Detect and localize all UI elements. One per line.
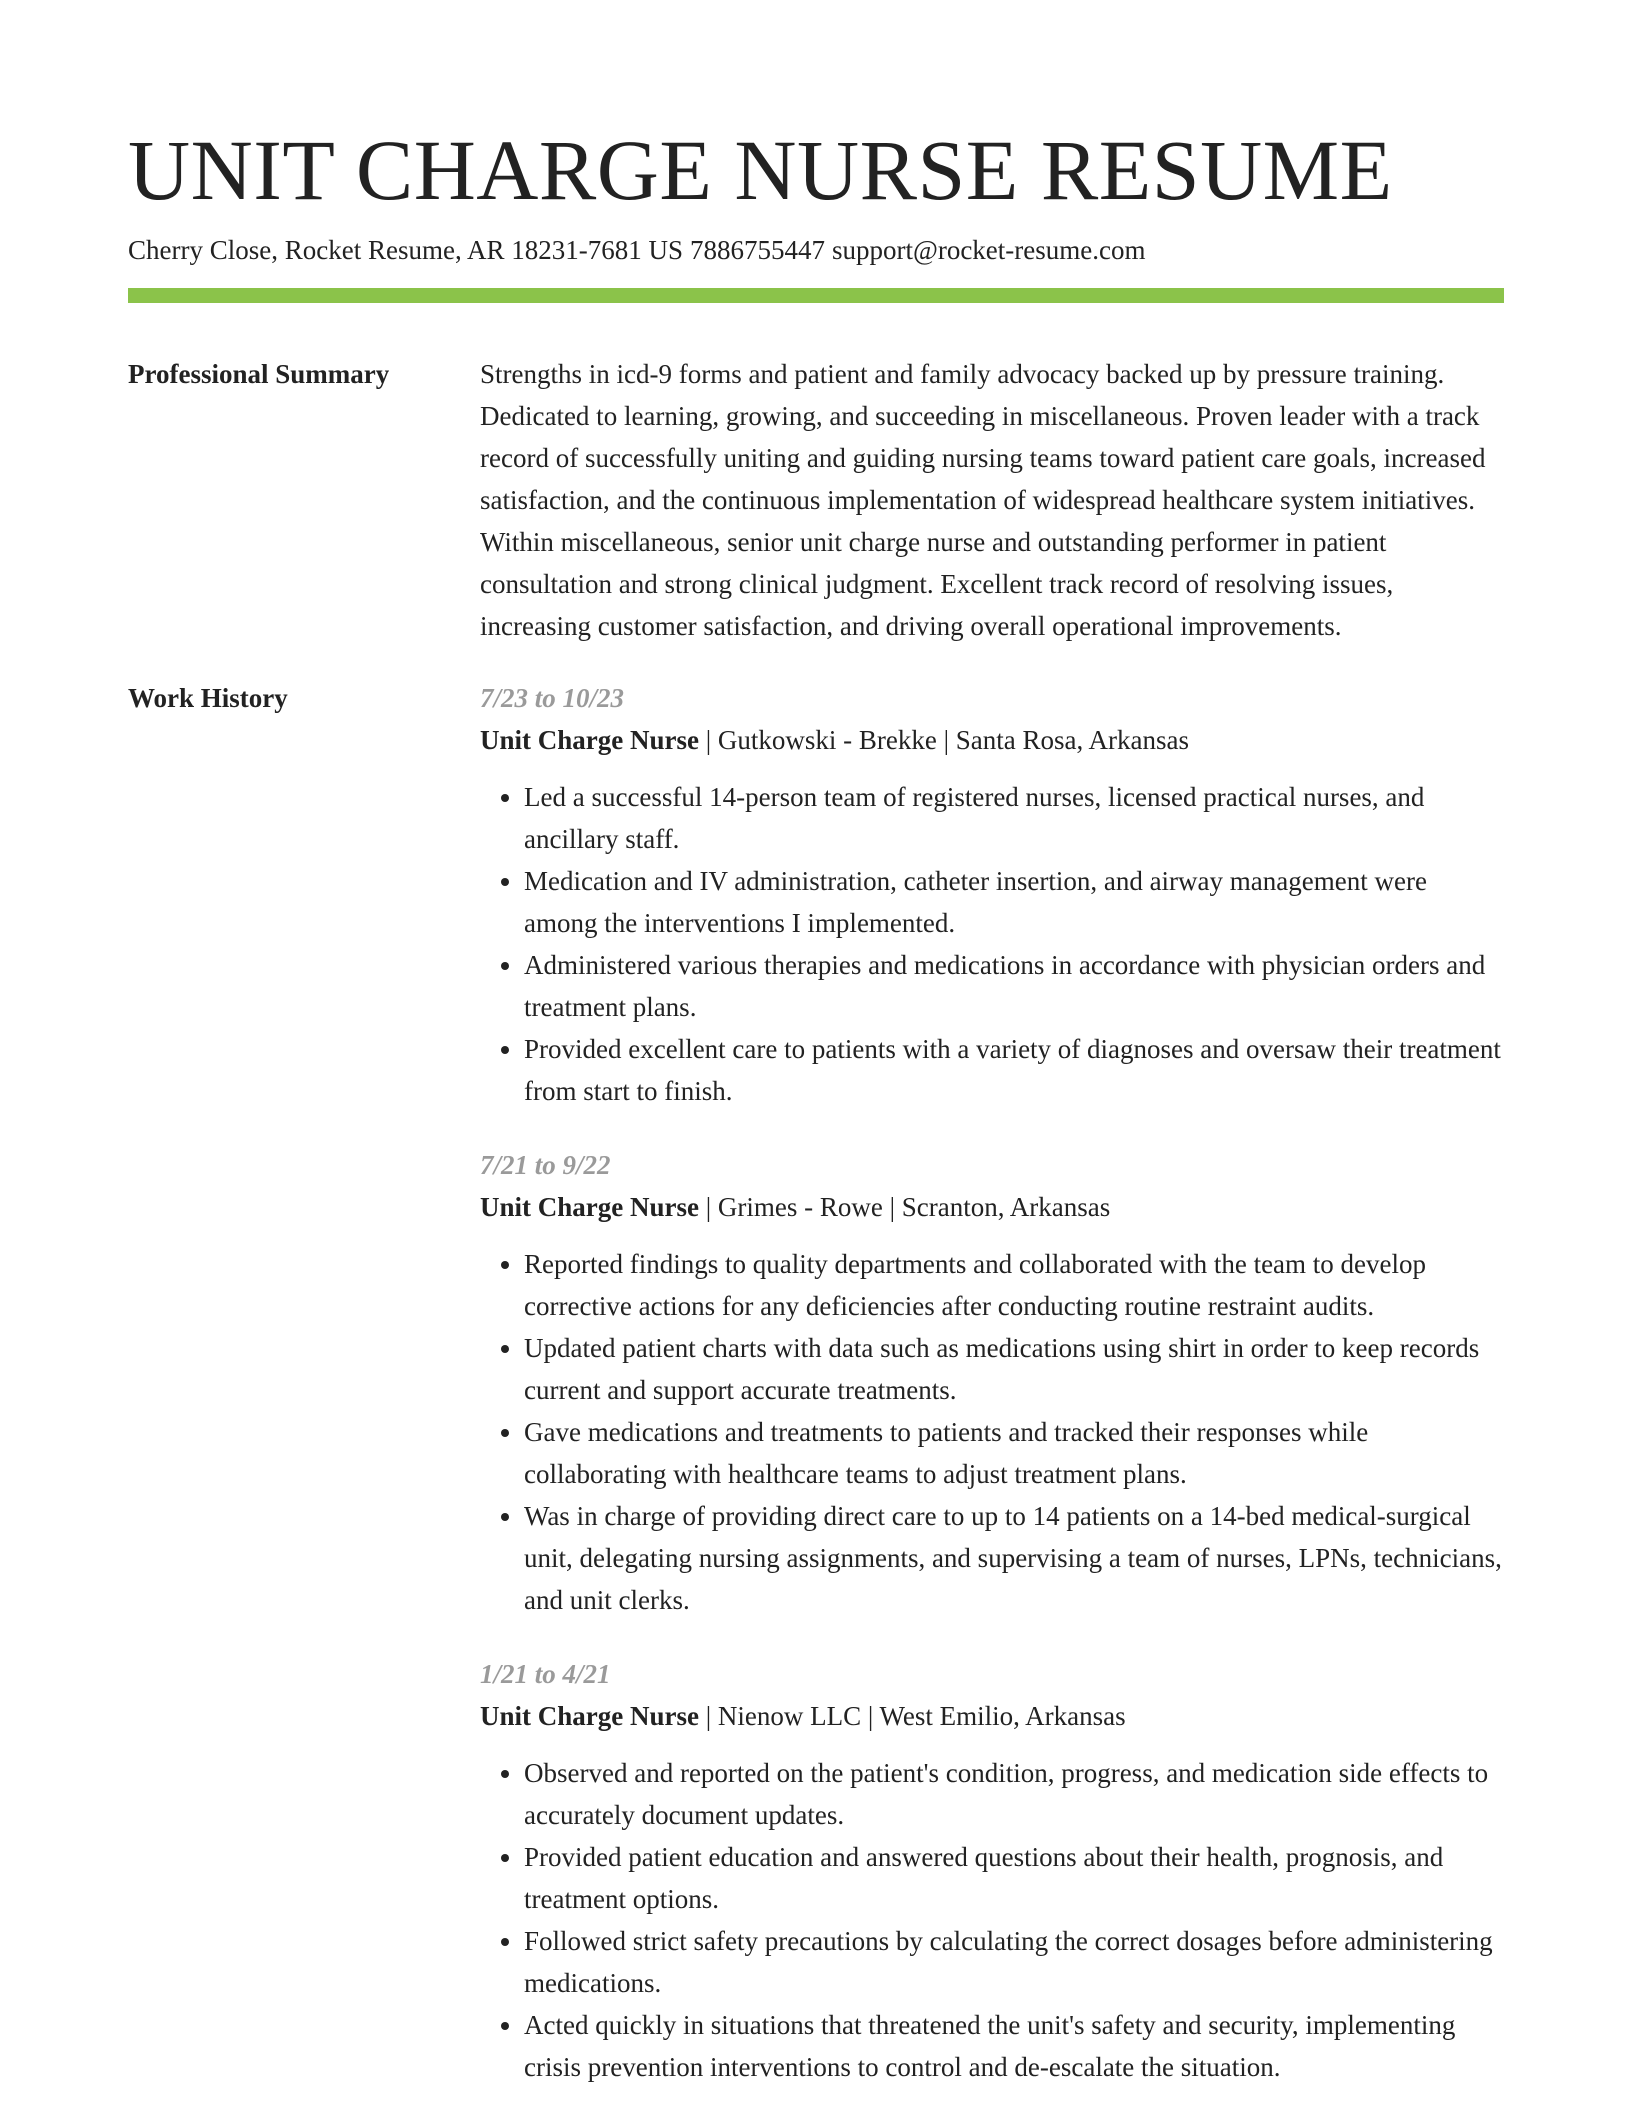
job-details: | Grimes - Rowe | Scranton, Arkansas [698, 1192, 1111, 1222]
job-entry [480, 1144, 1504, 1621]
contact-phone: 7886755447 [689, 235, 825, 265]
section-label-professional-summary: Professional Summary [128, 359, 390, 389]
job-dates: 1/21 to 4/21 [480, 1659, 611, 1689]
job-heading [480, 1186, 1504, 1228]
job-details: | Gutkowski - Brekke | Santa Rosa, Arkansas [698, 725, 1189, 755]
job-bullet: • Reported findings to quality departments and collaborated with the team to develop corrective actions for any deficiencies after conducting routine restraint audits. [524, 1243, 1504, 1327]
job-details: | Nienow LLC | West Emilio, Arkansas [698, 1701, 1126, 1731]
summary-body [480, 353, 1504, 647]
resume-title: UNIT CHARGE NURSE RESUME [128, 122, 1393, 218]
work-history-section [128, 677, 1504, 2120]
job-dates: 7/21 to 9/22 [480, 1150, 611, 1180]
job-bullet: • Led a successful 14-person team of registered nurses, licensed practical nurses, and ancillary staff. [524, 776, 1504, 860]
accent-divider [128, 288, 1504, 303]
job-bullet: • Gave medications and treatments to patients and tracked their responses while collaborating with healthcare teams to adjust treatment plans. [524, 1411, 1504, 1495]
job-bullet-list [480, 776, 1504, 1112]
contact-email[interactable]: support@rocket-resume.com [831, 235, 1146, 265]
job-bullet: • Administered various therapies and medications in accordance with physician orders and treatment plans. [524, 944, 1504, 1028]
job-bullet: • Was in charge of providing direct care to up to 14 patients on a 14-bed medical-surgical unit, delegating nursing assignments, and supervising a team of nurses, LPNs, technicians, and unit clerks. [524, 1495, 1504, 1621]
job-entry [480, 1653, 1504, 2088]
job-title: Unit Charge Nurse [480, 725, 699, 755]
job-bullet: • Observed and reported on the patient's condition, progress, and medication side effects to accurately document updates. [524, 1752, 1504, 1836]
job-title: Unit Charge Nurse [480, 1701, 699, 1731]
job-bullet-list [480, 1752, 1504, 2088]
job-entry [480, 677, 1504, 1112]
job-bullet: • Acted quickly in situations that threatened the unit's safety and security, implementing crisis prevention interventions to control and de-escalate the situation. [524, 2004, 1504, 2088]
job-heading [480, 719, 1504, 761]
job-bullet: • Medication and IV administration, catheter insertion, and airway management were among the interventions I implemented. [524, 860, 1504, 944]
job-bullet: • Updated patient charts with data such as medications using shirt in order to keep records current and support accurate treatments. [524, 1327, 1504, 1411]
section-label-work-history: Work History [128, 683, 288, 713]
job-dates: 7/23 to 10/23 [480, 683, 625, 713]
job-bullet: • Followed strict safety precautions by calculating the correct dosages before administering medications. [524, 1920, 1504, 2004]
job-bullet-list [480, 1243, 1504, 1621]
work-history-body [480, 677, 1504, 2120]
job-title: Unit Charge Nurse [480, 1192, 699, 1222]
job-heading [480, 1695, 1504, 1737]
summary-text: Strengths in icd-9 forms and patient and family advocacy backed up by pressure training. Dedicated to learning, growing, and succeeding in miscellaneous. Proven leader with a track record of successfully uniting and guiding nursing teams toward patient care goals, increased satisfaction, and the continuous implementation of widespread healthcare system initiatives. Within miscellaneous, senior unit charge nurse and outstanding performer in patient consultation and strong clinical judgment. Excellent track record of resolving issues, increasing customer satisfaction, and driving overall operational improvements. [480, 359, 1486, 641]
professional-summary-section [128, 353, 1504, 647]
resume-page [128, 0, 1504, 2120]
job-bullet: • Provided excellent care to patients with a variety of diagnoses and oversaw their treatment from start to finish. [524, 1028, 1504, 1112]
job-bullet: • Provided patient education and answered questions about their health, prognosis, and treatment options. [524, 1836, 1504, 1920]
contact-line [128, 232, 1504, 268]
contact-address: Cherry Close, Rocket Resume, AR 18231-7681 US [128, 235, 683, 265]
